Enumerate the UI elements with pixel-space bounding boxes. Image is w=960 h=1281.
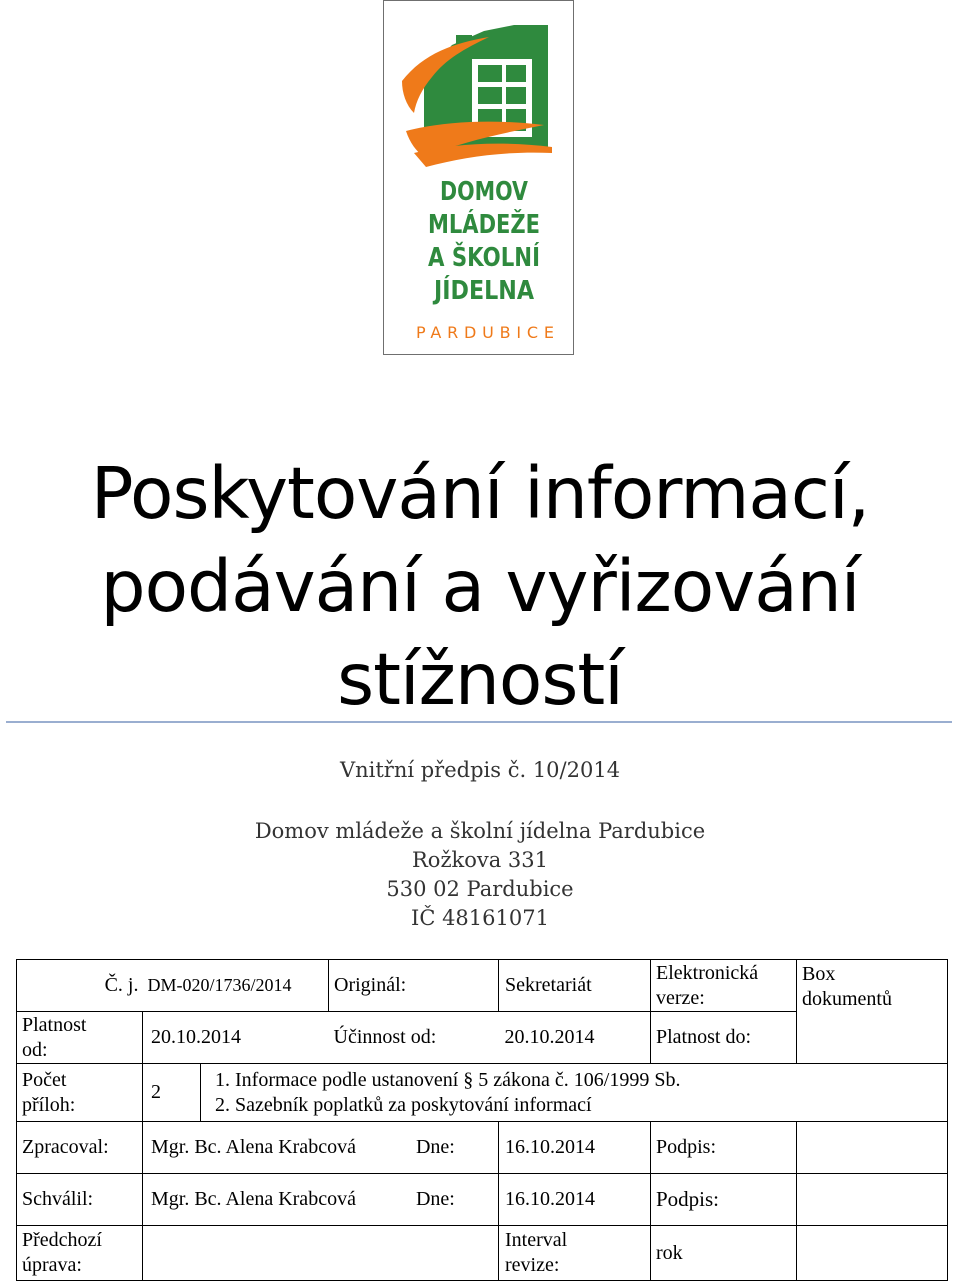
document-title [0, 447, 960, 726]
original-value: Sekretariát [499, 960, 651, 1012]
validity-from-label [17, 1012, 143, 1064]
revision-interval-unit: rok [651, 1226, 797, 1281]
logo-window-pane [506, 87, 526, 104]
prepared-by-label: Zpracoval: [17, 1122, 143, 1174]
revision-interval-label [499, 1226, 651, 1281]
attachments-count-value: 2 [143, 1064, 201, 1122]
table-row [17, 1174, 948, 1226]
logo-text-line2: MLÁDEŽE [428, 210, 567, 240]
validity-label-line2: od: [22, 1038, 48, 1061]
revision-interval-extra [797, 1226, 948, 1281]
prepared-signature-field [797, 1122, 948, 1174]
attachment-item: 2. Sazebník poplatků za poskytování informací [215, 1093, 592, 1116]
prepared-signature-label: Podpis: [651, 1122, 797, 1174]
approved-by-value [143, 1174, 499, 1226]
attachments-label-line2: příloh: [22, 1093, 76, 1116]
attachments-list [201, 1064, 948, 1122]
effective-from-value: 20.10.2014 [499, 1012, 651, 1064]
approved-date-label: Dne: [415, 1188, 455, 1210]
attachment-item: 1. Informace podle ustanovení § 5 zákona č. 106/1999 Sb. [215, 1068, 681, 1091]
prepared-by-value [143, 1122, 499, 1174]
title-line-1: Poskytování informací, [90, 452, 870, 535]
attachments-count-label [17, 1064, 143, 1122]
cj-value: DM-020/1736/2014 [143, 960, 329, 1012]
logo-window-pane [478, 65, 502, 82]
box-label-line2: dokumentů [802, 988, 892, 1010]
title-line-2: podávání a vyřizování [100, 545, 860, 628]
logo-window-pane [506, 65, 526, 82]
address-city: 530 02 Pardubice [386, 877, 574, 901]
organization-address [0, 817, 960, 933]
logo-text-line1: DOMOV [440, 177, 528, 207]
logo-text-line3: A ŠKOLNÍ [428, 243, 565, 273]
interval-label-line2: revize: [505, 1254, 560, 1276]
directive-number: Vnitřní předpis č. 10/2014 [339, 758, 621, 782]
previous-revision-value [143, 1226, 499, 1281]
previous-label-line2: úprava: [22, 1254, 82, 1276]
organization-logo [383, 0, 574, 355]
logo-city: PARDUBICE [416, 323, 554, 342]
prepared-date-value: 16.10.2014 [499, 1122, 651, 1174]
previous-label-line1: Předchozí [22, 1229, 102, 1251]
approved-by-label: Schválil: [17, 1174, 143, 1226]
approved-signature-field [797, 1174, 948, 1226]
approved-by-name: Mgr. Bc. Alena Krabcová [151, 1188, 356, 1210]
electronic-label-line2: verze: [656, 986, 705, 1009]
approved-date-value: 16.10.2014 [499, 1174, 651, 1226]
document-metadata-table [16, 959, 948, 1281]
document-box-label [797, 960, 948, 1064]
table-row [17, 1064, 948, 1122]
title-line-3: stížností [337, 638, 623, 721]
title-divider [6, 721, 952, 723]
validity-from-value: 20.10.2014 [143, 1012, 329, 1064]
prepared-by-name: Mgr. Bc. Alena Krabcová [151, 1136, 356, 1158]
validity-label-line1: Platnost [22, 1013, 87, 1036]
box-label-line1: Box [802, 963, 836, 985]
electronic-version-label [651, 960, 797, 1012]
interval-label-line1: Interval [505, 1229, 568, 1251]
organization-id: IČ 48161071 [411, 906, 549, 930]
original-label: Originál: [329, 960, 499, 1012]
logo-window-pane [478, 87, 502, 104]
approved-signature-label: Podpis: [651, 1174, 797, 1226]
prepared-date-label: Dne: [415, 1136, 455, 1158]
effective-from-label: Účinnost od: [329, 1012, 499, 1064]
address-street: Rožkova 331 [411, 848, 549, 872]
table-row [17, 1226, 948, 1281]
table-row [17, 960, 948, 1012]
table-row [17, 1122, 948, 1174]
logo-text-line4: JÍDELNA [434, 276, 552, 306]
organization-name: Domov mládeže a školní jídelna Pardubice [254, 819, 706, 843]
electronic-label-line1: Elektronická [656, 961, 759, 984]
attachments-label-line1: Počet [22, 1068, 67, 1091]
logo-graphic [384, 1, 573, 354]
validity-to-label: Platnost do: [651, 1012, 797, 1064]
previous-revision-label [17, 1226, 143, 1281]
cj-label: Č. j. [17, 960, 143, 1012]
